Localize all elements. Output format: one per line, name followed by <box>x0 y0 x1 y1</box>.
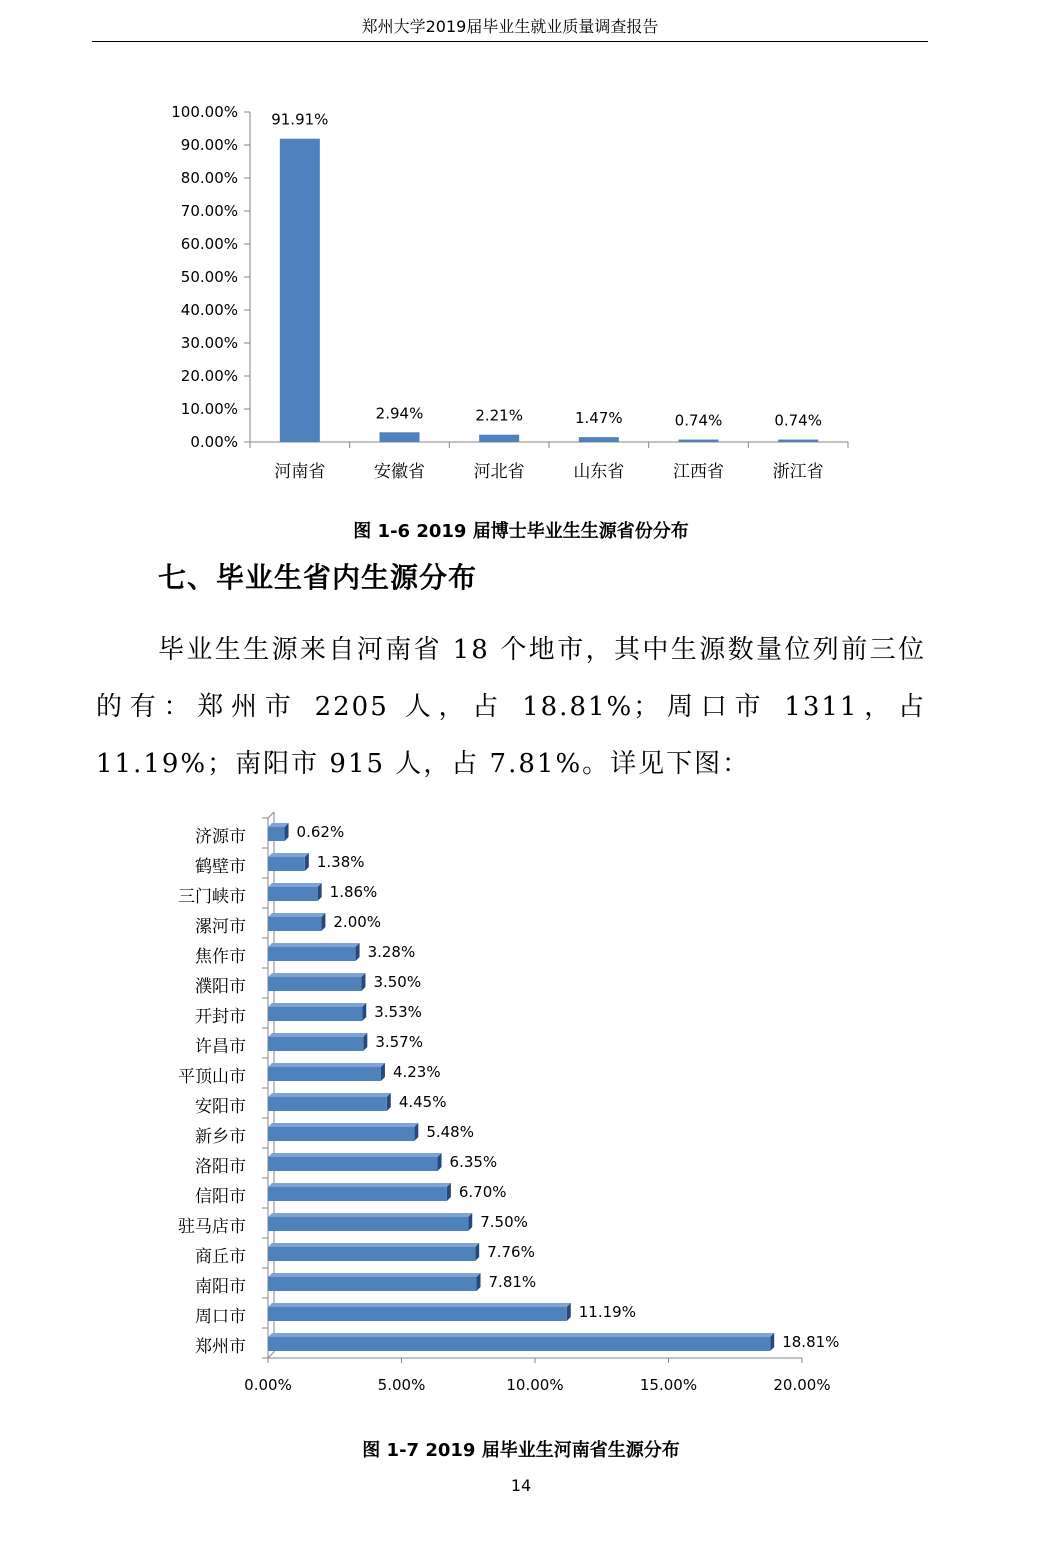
bar <box>268 1097 387 1111</box>
data-label: 2.21% <box>475 406 523 425</box>
data-label: 3.53% <box>374 1003 422 1021</box>
header-rule <box>92 41 928 42</box>
bar <box>268 827 285 841</box>
bar-top <box>268 1183 451 1187</box>
x-category-label: 河北省 <box>473 462 525 482</box>
y-axis-depth <box>268 812 274 818</box>
page-header: 郑州大学2019届毕业生就业质量调查报告 <box>361 17 659 36</box>
y-category-label: 漯河市 <box>195 917 246 937</box>
data-label: 6.35% <box>449 1153 498 1171</box>
data-label: 1.47% <box>575 409 623 428</box>
y-tick-label: 40.00% <box>180 301 238 319</box>
y-tick-label: 80.00% <box>180 169 238 187</box>
data-label: 2.94% <box>375 404 424 423</box>
bar <box>268 1337 770 1351</box>
x-tick-label: 10.00% <box>506 1376 564 1394</box>
bar <box>268 977 361 991</box>
y-tick-label: 70.00% <box>180 202 238 220</box>
data-label: 18.81% <box>782 1333 840 1351</box>
bar <box>268 1157 438 1171</box>
bar <box>268 1127 414 1141</box>
data-label: 0.74% <box>774 411 822 430</box>
bar <box>268 1277 477 1291</box>
y-category-label: 平顶山市 <box>178 1067 246 1087</box>
y-tick-label: 60.00% <box>180 235 238 253</box>
bar-top <box>268 1003 366 1007</box>
bar <box>380 432 420 442</box>
bar <box>280 139 320 442</box>
bar-top <box>268 973 365 977</box>
y-tick-label: 0.00% <box>190 433 238 451</box>
bar <box>268 1307 567 1321</box>
x-category-label: 江西省 <box>673 462 724 482</box>
bar <box>679 440 719 442</box>
bar-top <box>268 883 322 887</box>
bar-top <box>268 1213 472 1217</box>
y-category-label: 开封市 <box>195 1007 246 1027</box>
y-category-label: 焦作市 <box>195 947 246 967</box>
y-category-label: 信阳市 <box>195 1187 246 1207</box>
bar-top <box>268 1093 391 1097</box>
data-label: 7.81% <box>488 1273 537 1291</box>
bar <box>268 1247 475 1261</box>
x-tick-label: 20.00% <box>773 1376 831 1394</box>
y-tick-label: 90.00% <box>180 136 238 154</box>
x-category-label: 山东省 <box>573 462 625 482</box>
bar <box>268 917 321 931</box>
page-number: 14 <box>510 1476 532 1495</box>
y-tick-label: 10.00% <box>180 400 238 418</box>
section-title: 七、毕业生省内生源分布 <box>158 561 478 594</box>
province-bar-chart <box>0 90 1042 590</box>
data-label: 91.91% <box>271 110 329 129</box>
data-label: 6.70% <box>458 1183 507 1201</box>
data-label: 3.28% <box>367 943 416 961</box>
data-label: 7.76% <box>487 1243 535 1261</box>
data-label: 1.86% <box>329 883 378 901</box>
y-category-label: 南阳市 <box>195 1277 246 1297</box>
y-category-label: 郑州市 <box>195 1337 246 1357</box>
data-label: 2.00% <box>333 913 382 931</box>
bar-top <box>268 1153 442 1157</box>
bar <box>268 887 318 901</box>
data-label: 3.50% <box>373 973 422 991</box>
section-paragraph: 毕业生生源来自河南省 18 个地市，其中生源数量位列前三位的有：郑州市 2205 人，占 18.81%；周口市 1311，占 11.19%；南阳市 915 人，占 7.81%。详见下图： <box>96 635 926 779</box>
bar <box>268 1187 447 1201</box>
x-category-label: 河南省 <box>274 462 326 482</box>
chart2-caption: 图 1-7 2019 届毕业生河南省生源分布 <box>362 1440 680 1461</box>
bar-top <box>268 943 360 947</box>
data-label: 4.45% <box>398 1093 447 1111</box>
data-label: 1.38% <box>316 853 365 871</box>
data-label: 11.19% <box>578 1303 636 1321</box>
bar-top <box>268 1243 479 1247</box>
bar <box>268 1007 362 1021</box>
y-category-label: 濮阳市 <box>195 977 246 997</box>
bar <box>579 437 619 442</box>
bar-top <box>268 1123 418 1127</box>
bar <box>479 435 519 442</box>
y-category-label: 三门峡市 <box>178 887 246 907</box>
data-label: 3.57% <box>375 1033 423 1051</box>
y-category-label: 洛阳市 <box>195 1157 246 1177</box>
y-category-label: 周口市 <box>195 1307 246 1327</box>
data-label: 0.62% <box>296 823 345 841</box>
bar-top <box>268 1273 481 1277</box>
y-category-label: 济源市 <box>195 827 246 847</box>
y-category-label: 许昌市 <box>195 1037 246 1057</box>
chart1-caption: 图 1-6 2019 届博士毕业生生源省份分布 <box>353 521 689 542</box>
y-category-label: 新乡市 <box>195 1127 246 1147</box>
x-category-label: 浙江省 <box>772 462 824 482</box>
bar-top <box>268 1033 367 1037</box>
bar <box>268 947 356 961</box>
y-axis-depth <box>268 1352 274 1358</box>
y-tick-label: 50.00% <box>180 268 238 286</box>
data-label: 5.48% <box>426 1123 474 1141</box>
x-category-label: 安徽省 <box>374 462 425 482</box>
bar <box>778 440 818 442</box>
x-tick-label: 15.00% <box>639 1376 698 1394</box>
bar-top <box>268 1063 385 1067</box>
y-category-label: 驻马店市 <box>178 1217 246 1237</box>
y-category-label: 安阳市 <box>195 1097 246 1117</box>
x-tick-label: 5.00% <box>377 1376 426 1394</box>
bar-top <box>268 1333 774 1337</box>
city-bar-chart <box>0 810 1042 1430</box>
y-tick-label: 30.00% <box>180 334 238 352</box>
bar-top <box>268 853 309 857</box>
bar <box>268 1217 468 1231</box>
y-tick-label: 100.00% <box>171 103 238 121</box>
y-category-label: 商丘市 <box>195 1247 246 1267</box>
bar <box>268 1067 381 1081</box>
bar <box>268 857 305 871</box>
bar-top <box>268 913 325 917</box>
data-label: 4.23% <box>392 1063 441 1081</box>
data-label: 0.74% <box>674 411 723 430</box>
bar-top <box>268 1303 571 1307</box>
bar <box>268 1037 363 1051</box>
y-category-label: 鹤壁市 <box>195 857 246 877</box>
y-tick-label: 20.00% <box>180 367 238 385</box>
x-tick-label: 0.00% <box>244 1376 292 1394</box>
data-label: 7.50% <box>480 1213 528 1231</box>
